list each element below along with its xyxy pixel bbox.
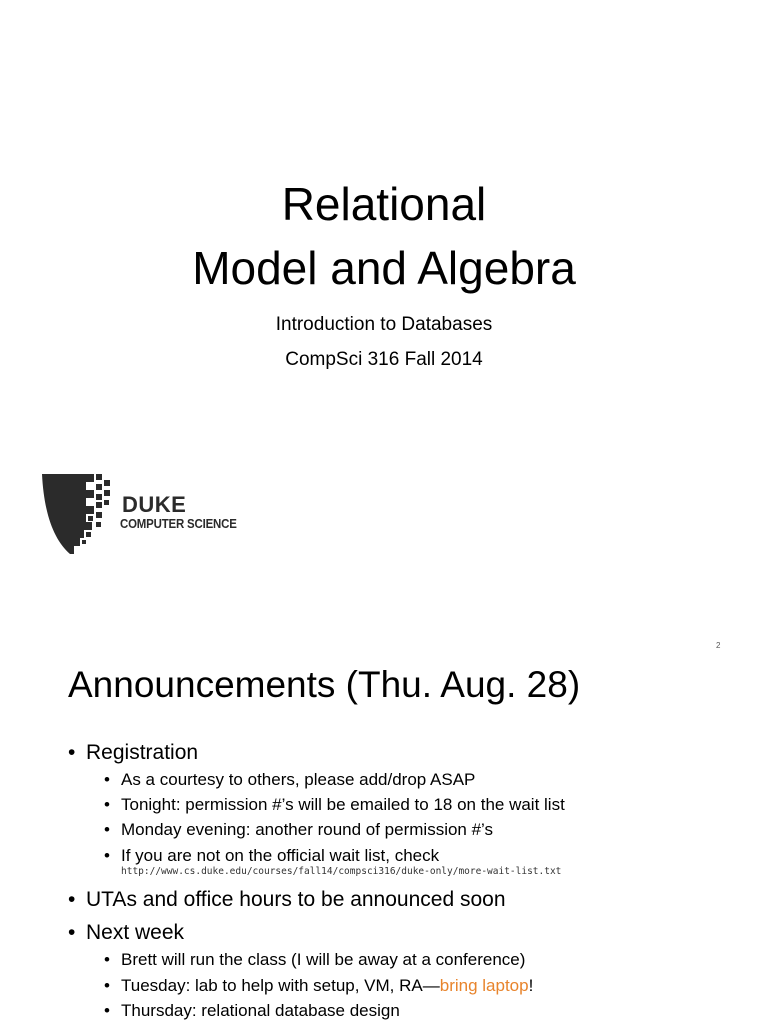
sub-bullet-text: As a courtesy to others, please add/drop ASAP [121, 770, 476, 789]
sub-bullet [104, 949, 525, 971]
slide-title-line2: Model and Algebra [192, 242, 576, 294]
bullet-utas [68, 886, 506, 914]
sub-bullet [104, 845, 439, 867]
logo-subtitle: COMPUTER SCIENCE [120, 516, 237, 531]
sub-bullet [104, 769, 475, 791]
announcements-title: Announcements (Thu. Aug. 28) [68, 664, 581, 705]
bullet-next-week [68, 919, 184, 947]
bullet-dot: • [104, 795, 110, 814]
bullet-dot: • [104, 976, 110, 995]
sub-bullet-text: Thursday: relational database design [121, 1001, 400, 1020]
duke-shield-icon [42, 470, 122, 560]
bullet-dot: • [68, 741, 76, 764]
sub-bullet [104, 1000, 400, 1022]
sub-bullet [104, 975, 533, 997]
bullet-dot: • [104, 846, 110, 865]
duke-cs-logo [42, 470, 272, 560]
bullet-text: Next week [86, 921, 185, 944]
sub-bullet-text: Tuesday: lab to help with setup, VM, RA— [121, 976, 440, 995]
course-term: CompSci 316 Fall 2014 [285, 349, 483, 370]
bullet-dot: • [104, 1001, 110, 1020]
highlight-suffix: ! [528, 976, 534, 995]
slide-title-line1: Relational [281, 178, 487, 230]
sub-bullet [104, 794, 565, 816]
highlight-text: bring laptop [439, 976, 529, 995]
sub-bullet-text: Tonight: permission #’s will be emailed to 18 on the wait list [121, 795, 565, 814]
wait-list-link[interactable]: http://www.cs.duke.edu/courses/fall14/compsci316/duke-only/more-wait-list.txt [121, 866, 562, 877]
sub-bullet-text: If you are not on the official wait list, check [121, 846, 440, 865]
sub-bullet-text: Monday evening: another round of permission #’s [121, 820, 494, 839]
bullet-dot: • [104, 950, 110, 969]
bullet-dot: • [104, 820, 110, 839]
course-name: Introduction to Databases [275, 314, 493, 335]
sub-bullet [104, 819, 493, 841]
bullet-dot: • [68, 888, 76, 911]
bullet-text: UTAs and office hours to be announced soon [86, 888, 506, 911]
bullet-registration [68, 739, 198, 767]
bullet-dot: • [104, 770, 110, 789]
sub-bullet-text: Brett will run the class (I will be away at a conference) [121, 950, 526, 969]
bullet-dot: • [68, 921, 76, 944]
logo-name: DUKE [122, 492, 187, 517]
bullet-text: Registration [86, 741, 199, 764]
page-number: 2 [716, 641, 721, 650]
